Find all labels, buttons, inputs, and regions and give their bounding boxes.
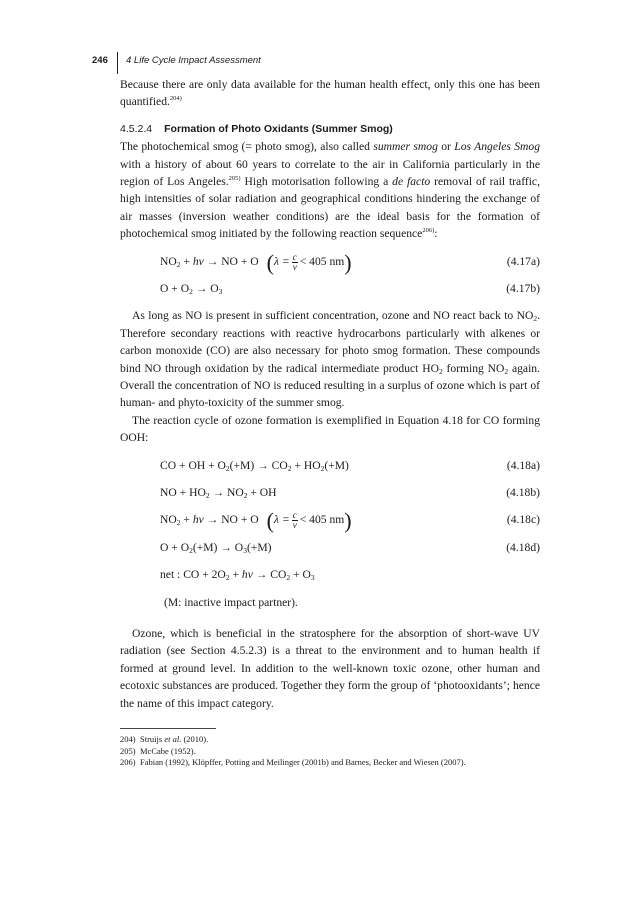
equation-4-17a: $NO_2 + h\nu$ → NO + O (λ = $\frac{c}{\nu}$ < 405 nm) (4.17a) (160, 249, 540, 275)
footnote: 205) McCabe (1952). (120, 745, 196, 756)
equation-number: (4.17a) (506, 254, 540, 268)
equation-number: (4.18c) (506, 513, 540, 527)
equation-number: (4.17b) (506, 282, 540, 296)
section-heading (120, 121, 540, 138)
section-title: Formation of Photo Oxidants (Summer Smog) (164, 122, 393, 135)
equation-note: (M: inactive impact partner). (164, 595, 298, 609)
page-number: 246 (92, 55, 108, 66)
intro-paragraph: Because there are only data available for the human health effect, only this one has been quantified.$^{204)}$ (120, 78, 540, 109)
footnote-ref-204: 204) (169, 95, 182, 103)
footnote-divider (120, 728, 216, 729)
paragraph-no-reactions: As long as NO is present in sufficient concentration, ozone and NO react back to $NO_2$. Therefore secondary reactions with reactive hydrocarbons particularly with alkenes or carbon monoxide (CO) are also necessary for photo smog formation. These compounds bind NO through oxidation by the radical intermediate product $HO_2$ forming $NO_2$ again. Overall the concentration of NO is reduced resulting in a surplus of ozone which is part of human- and phyto-toxicity of the summer smog. (120, 309, 540, 410)
equation-4-18a: CO + OH + $O_2(+M) \to CO_2 + HO_2(+M)$ (4.18a) (160, 458, 540, 473)
equation-net: net : CO + $2O_2 + h\nu \to CO_2 + O_3$ (160, 568, 315, 583)
section-number: 4.5.2.4 (120, 122, 153, 135)
paragraph-summer-smog: The photochemical smog (= photo smog), also called summer smog or Los Angeles Smog with a history of about 60 years to correlate to the air in California particularly in the region of Los Angeles.$^{205)}$ High motorisation following a de facto removal of rail traffic, high intensities of solar radiation and geographical conditions hindering the exchange of air masses (inversion weather conditions) are the ideal basis for the formation of photochemical smog initiated by the following reaction sequence$^{206)}$: (120, 140, 540, 241)
equation-number: (4.18d) (506, 540, 540, 554)
paragraph-reaction-cycle: The reaction cycle of ozone formation is exemplified in Equation 4.18 for CO forming OOH: (120, 413, 540, 445)
equation-4-17b: $O + O_2 \to O_3$ (4.17b) (160, 282, 540, 297)
footnote: 204) Struijs et al. (2010). (120, 734, 209, 745)
footnote-ref-206: 206) (422, 227, 435, 235)
header-divider (117, 52, 118, 74)
body-text (120, 76, 540, 769)
paragraph-ozone: Ozone, which is beneficial in the stratosphere for the absorption of short-wave UV radiation (see Section 4.5.2.3) is a threat to the environment and to human health if formed at ground level. In addition to the well-known toxic ozone, other human and ecotoxic substances are produced. Together they form the group of ‘photooxidants’; hence the name of this impact category. (120, 627, 540, 710)
footnote: 206) Fabian (1992), Klöpffer, Potting and Meilinger (2001b) and Barnes, Becker and Wiesen (2007). (120, 757, 466, 768)
equation-4-18b: NO + $HO_2 \to NO_2$ + OH (4.18b) (160, 486, 540, 501)
footnote-ref-205: 205) (228, 175, 241, 183)
chapter-title: 4 Life Cycle Impact Assessment (126, 55, 261, 66)
equation-4-18d: $O + O_2(+M) \to O_3(+M)$ (4.18d) (160, 540, 540, 555)
equation-4-18c: $NO_2 + h\nu$ → NO + O (λ = $\frac{c}{\nu}$ < 405 nm) (4.18c) (160, 508, 540, 534)
equation-number: (4.18b) (506, 486, 540, 500)
equation-number: (4.18a) (506, 458, 540, 472)
